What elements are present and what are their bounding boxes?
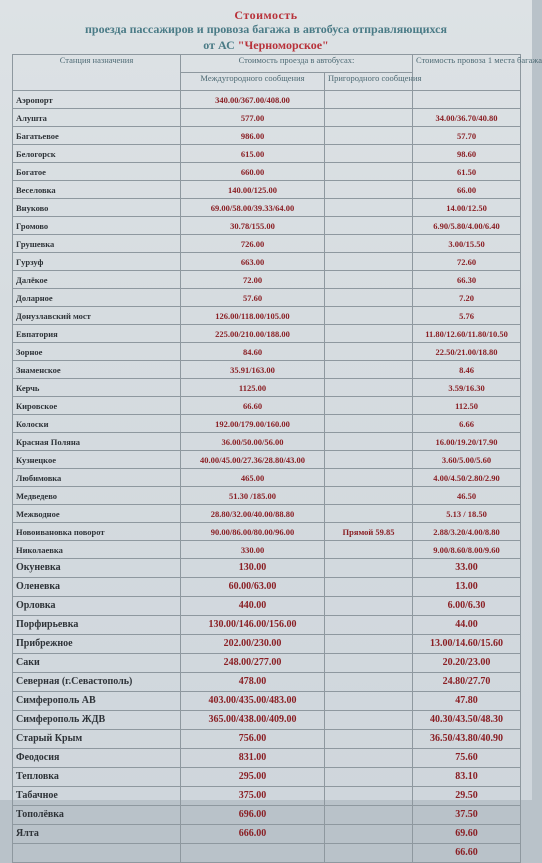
intercity-fare-cell: 90.00/86.00/80.00/96.00 (181, 523, 325, 541)
baggage-fare-cell: 20.20/23.00 (413, 654, 521, 673)
intercity-fare-cell: 72.00 (181, 271, 325, 289)
table-row (13, 163, 521, 181)
station-cell: Веселовка (13, 181, 181, 199)
baggage-fare-cell: 34.00/36.70/40.80 (413, 109, 521, 127)
station-cell: Прибрежное (13, 635, 181, 654)
table-row (13, 91, 521, 109)
intercity-fare-cell: 130.00/146.00/156.00 (181, 616, 325, 635)
suburban-fare-cell (325, 397, 413, 415)
baggage-fare-cell: 44.00 (413, 616, 521, 635)
intercity-fare-cell: 84.60 (181, 343, 325, 361)
table-row (13, 487, 521, 505)
suburban-fare-cell (325, 673, 413, 692)
station-cell: Феодосия (13, 749, 181, 768)
station-cell: Новоивановка поворот (13, 523, 181, 541)
station-cell: Красная Поляна (13, 433, 181, 451)
station-cell: Евпатория (13, 325, 181, 343)
baggage-fare-cell: 69.60 (413, 825, 521, 844)
intercity-fare-cell: 28.80/32.00/40.00/88.80 (181, 505, 325, 523)
suburban-fare-cell: Прямой 59.85 (325, 523, 413, 541)
suburban-fare-cell (325, 730, 413, 749)
baggage-fare-cell: 6.00/6.30 (413, 597, 521, 616)
station-cell: Кировское (13, 397, 181, 415)
baggage-fare-cell: 33.00 (413, 559, 521, 578)
intercity-fare-cell: 60.00/63.00 (181, 578, 325, 597)
intercity-fare-cell: 130.00 (181, 559, 325, 578)
table-row (13, 253, 521, 271)
suburban-fare-cell (325, 109, 413, 127)
intercity-fare-cell: 225.00/210.00/188.00 (181, 325, 325, 343)
baggage-fare-cell: 11.80/12.60/11.80/10.50 (413, 325, 521, 343)
baggage-fare-cell (413, 91, 521, 109)
baggage-fare-cell: 22.50/21.00/18.80 (413, 343, 521, 361)
baggage-fare-cell: 13.00/14.60/15.60 (413, 635, 521, 654)
baggage-fare-cell: 5.13 / 18.50 (413, 505, 521, 523)
suburban-fare-cell (325, 145, 413, 163)
baggage-fare-cell: 3.60/5.00/5.60 (413, 451, 521, 469)
station-prefix: от АС (203, 38, 235, 52)
intercity-fare-cell: 478.00 (181, 673, 325, 692)
table-row (13, 343, 521, 361)
station-cell: Аэропорт (13, 91, 181, 109)
intercity-fare-cell: 831.00 (181, 749, 325, 768)
station-cell: Громово (13, 217, 181, 235)
table-row (13, 673, 521, 692)
baggage-fare-cell: 46.50 (413, 487, 521, 505)
table-row (13, 289, 521, 307)
station-name: "Черноморское" (237, 38, 329, 52)
station-cell: Симферополь АВ (13, 692, 181, 711)
station-cell: Внуково (13, 199, 181, 217)
station-cell: Оленевка (13, 578, 181, 597)
suburban-fare-cell (325, 325, 413, 343)
table-row (13, 787, 521, 806)
station-cell: Зорное (13, 343, 181, 361)
baggage-fare-cell: 7.20 (413, 289, 521, 307)
table-row (13, 730, 521, 749)
baggage-fare-cell: 98.60 (413, 145, 521, 163)
baggage-fare-cell: 5.76 (413, 307, 521, 325)
suburban-fare-cell (325, 487, 413, 505)
intercity-fare-cell: 40.00/45.00/27.36/28.80/43.00 (181, 451, 325, 469)
station-cell: Старый Крым (13, 730, 181, 749)
station-cell: Кузнецкое (13, 451, 181, 469)
table-row (13, 844, 521, 863)
suburban-fare-cell (325, 469, 413, 487)
table-row (13, 127, 521, 145)
suburban-fare-cell (325, 654, 413, 673)
station-cell: Доларное (13, 289, 181, 307)
table-row (13, 541, 521, 559)
table-row (13, 692, 521, 711)
suburban-fare-cell (325, 289, 413, 307)
suburban-fare-cell (325, 127, 413, 145)
suburban-fare-cell (325, 181, 413, 199)
station-cell: Алушта (13, 109, 181, 127)
suburban-fare-cell (325, 711, 413, 730)
intercity-fare-cell: 36.00/50.00/56.00 (181, 433, 325, 451)
baggage-fare-cell: 57.70 (413, 127, 521, 145)
baggage-fare-cell: 4.00/4.50/2.80/2.90 (413, 469, 521, 487)
suburban-fare-cell (325, 307, 413, 325)
intercity-fare-cell: 248.00/277.00 (181, 654, 325, 673)
station-cell: Белогорск (13, 145, 181, 163)
baggage-fare-cell: 61.50 (413, 163, 521, 181)
table-row (13, 379, 521, 397)
table-row (13, 307, 521, 325)
table-row (13, 578, 521, 597)
table-row (13, 235, 521, 253)
table-row (13, 199, 521, 217)
table-row (13, 749, 521, 768)
baggage-fare-cell: 37.50 (413, 806, 521, 825)
table-row (13, 433, 521, 451)
intercity-fare-cell: 57.60 (181, 289, 325, 307)
station-cell: Медведево (13, 487, 181, 505)
baggage-fare-cell: 47.80 (413, 692, 521, 711)
table-row (13, 325, 521, 343)
baggage-fare-cell: 40.30/43.50/48.30 (413, 711, 521, 730)
suburban-fare-cell (325, 379, 413, 397)
table-row (13, 806, 521, 825)
intercity-fare-cell: 202.00/230.00 (181, 635, 325, 654)
column-header-station: Станция назначения (13, 55, 181, 91)
station-cell: Любимовка (13, 469, 181, 487)
intercity-fare-cell: 365.00/438.00/409.00 (181, 711, 325, 730)
table-row (13, 559, 521, 578)
intercity-fare-cell: 30.78/155.00 (181, 217, 325, 235)
fare-table-body (13, 91, 521, 863)
intercity-fare-cell: 663.00 (181, 253, 325, 271)
table-row (13, 711, 521, 730)
intercity-fare-cell: 69.00/58.00/39.33/64.00 (181, 199, 325, 217)
suburban-fare-cell (325, 343, 413, 361)
baggage-fare-cell: 24.80/27.70 (413, 673, 521, 692)
station-cell: Межводное (13, 505, 181, 523)
station-cell: Колоски (13, 415, 181, 433)
suburban-fare-cell (325, 199, 413, 217)
station-cell: Далёкое (13, 271, 181, 289)
intercity-fare-cell: 666.00 (181, 825, 325, 844)
intercity-fare-cell: 192.00/179.00/160.00 (181, 415, 325, 433)
suburban-fare-cell (325, 361, 413, 379)
suburban-fare-cell (325, 806, 413, 825)
suburban-fare-cell (325, 616, 413, 635)
intercity-fare-cell: 35.91/163.00 (181, 361, 325, 379)
station-cell: Гурзуф (13, 253, 181, 271)
table-row (13, 415, 521, 433)
suburban-fare-cell (325, 559, 413, 578)
intercity-fare-cell: 51.30 /185.00 (181, 487, 325, 505)
baggage-fare-cell: 112.50 (413, 397, 521, 415)
table-row (13, 145, 521, 163)
intercity-empty-cell (181, 844, 325, 863)
suburban-fare-cell (325, 787, 413, 806)
intercity-fare-cell: 295.00 (181, 768, 325, 787)
intercity-fare-cell: 615.00 (181, 145, 325, 163)
baggage-fare-cell: 3.59/16.30 (413, 379, 521, 397)
station-cell: Николаевка (13, 541, 181, 559)
suburban-fare-cell (325, 635, 413, 654)
suburban-fare-cell (325, 253, 413, 271)
table-row (13, 361, 521, 379)
suburban-fare-cell (325, 692, 413, 711)
station-cell: Ялта (13, 825, 181, 844)
suburban-fare-cell (325, 451, 413, 469)
table-row (13, 451, 521, 469)
baggage-fare-cell: 66.30 (413, 271, 521, 289)
column-header-baggage: Стоимость провоза 1 места багажа (413, 55, 521, 91)
station-cell: Северная (г.Севастополь) (13, 673, 181, 692)
station-cell: Орловка (13, 597, 181, 616)
table-row (13, 397, 521, 415)
station-cell: Тополёвка (13, 806, 181, 825)
baggage-fare-cell: 66.60 (413, 844, 521, 863)
intercity-fare-cell: 696.00 (181, 806, 325, 825)
suburban-fare-cell (325, 235, 413, 253)
intercity-fare-cell: 440.00 (181, 597, 325, 616)
station-cell: Табачное (13, 787, 181, 806)
intercity-fare-cell: 140.00/125.00 (181, 181, 325, 199)
suburban-fare-cell (325, 163, 413, 181)
suburban-fare-cell (325, 271, 413, 289)
suburban-fare-cell (325, 597, 413, 616)
table-row (13, 109, 521, 127)
suburban-empty-cell (325, 844, 413, 863)
baggage-fare-cell: 72.60 (413, 253, 521, 271)
intercity-fare-cell: 330.00 (181, 541, 325, 559)
column-header-fare-group: Стоимость проезда в автобусах: (181, 55, 413, 73)
baggage-fare-cell: 6.66 (413, 415, 521, 433)
document-subtitle-station (0, 38, 532, 52)
suburban-fare-cell (325, 415, 413, 433)
intercity-fare-cell: 756.00 (181, 730, 325, 749)
station-cell: Симферополь ЖДВ (13, 711, 181, 730)
station-cell: Окуневка (13, 559, 181, 578)
intercity-fare-cell: 66.60 (181, 397, 325, 415)
table-row (13, 616, 521, 635)
baggage-fare-cell: 75.60 (413, 749, 521, 768)
suburban-fare-cell (325, 217, 413, 235)
intercity-fare-cell: 375.00 (181, 787, 325, 806)
document-title: Стоимость (234, 8, 298, 22)
baggage-fare-cell: 9.00/8.60/8.00/9.60 (413, 541, 521, 559)
table-row (13, 768, 521, 787)
station-cell: Грушевка (13, 235, 181, 253)
table-row (13, 635, 521, 654)
intercity-fare-cell: 1125.00 (181, 379, 325, 397)
baggage-fare-cell: 8.46 (413, 361, 521, 379)
baggage-fare-cell: 14.00/12.50 (413, 199, 521, 217)
suburban-fare-cell (325, 749, 413, 768)
suburban-fare-cell (325, 768, 413, 787)
baggage-fare-cell: 16.00/19.20/17.90 (413, 433, 521, 451)
baggage-fare-cell: 2.88/3.20/4.00/8.80 (413, 523, 521, 541)
table-row (13, 597, 521, 616)
table-row (13, 271, 521, 289)
table-row (13, 505, 521, 523)
table-row (13, 654, 521, 673)
suburban-fare-cell (325, 541, 413, 559)
baggage-fare-cell: 83.10 (413, 768, 521, 787)
baggage-fare-cell: 66.00 (413, 181, 521, 199)
intercity-fare-cell: 126.00/118.00/105.00 (181, 307, 325, 325)
column-header-suburban: Пригородного сообщения (325, 73, 413, 91)
suburban-fare-cell (325, 578, 413, 597)
baggage-fare-cell: 36.50/43.80/40.90 (413, 730, 521, 749)
table-row (13, 181, 521, 199)
intercity-fare-cell: 403.00/435.00/483.00 (181, 692, 325, 711)
table-row (13, 523, 521, 541)
station-cell: Керчь (13, 379, 181, 397)
table-row (13, 825, 521, 844)
suburban-fare-cell (325, 825, 413, 844)
station-cell: Тепловка (13, 768, 181, 787)
baggage-fare-cell: 6.90/5.80/4.00/6.40 (413, 217, 521, 235)
station-cell: Багатьевое (13, 127, 181, 145)
intercity-fare-cell: 340.00/367.00/408.00 (181, 91, 325, 109)
intercity-fare-cell: 726.00 (181, 235, 325, 253)
station-cell: Знаменское (13, 361, 181, 379)
station-cell: Донузлавский мост (13, 307, 181, 325)
station-cell: Богатое (13, 163, 181, 181)
suburban-fare-cell (325, 505, 413, 523)
intercity-fare-cell: 577.00 (181, 109, 325, 127)
document-subtitle: проезда пассажиров и провоза багажа в автобуса отправляющихся (85, 22, 447, 36)
intercity-fare-cell: 465.00 (181, 469, 325, 487)
baggage-fare-cell: 3.00/15.50 (413, 235, 521, 253)
fare-table (12, 54, 542, 863)
suburban-fare-cell (325, 433, 413, 451)
baggage-fare-cell: 13.00 (413, 578, 521, 597)
table-row (13, 469, 521, 487)
intercity-fare-cell: 986.00 (181, 127, 325, 145)
baggage-fare-cell: 29.50 (413, 787, 521, 806)
station-empty-cell (13, 844, 181, 863)
station-cell: Порфирьевка (13, 616, 181, 635)
table-row (13, 217, 521, 235)
intercity-fare-cell: 660.00 (181, 163, 325, 181)
column-header-intercity: Междугородного сообщения (181, 73, 325, 91)
station-cell: Саки (13, 654, 181, 673)
suburban-fare-cell (325, 91, 413, 109)
